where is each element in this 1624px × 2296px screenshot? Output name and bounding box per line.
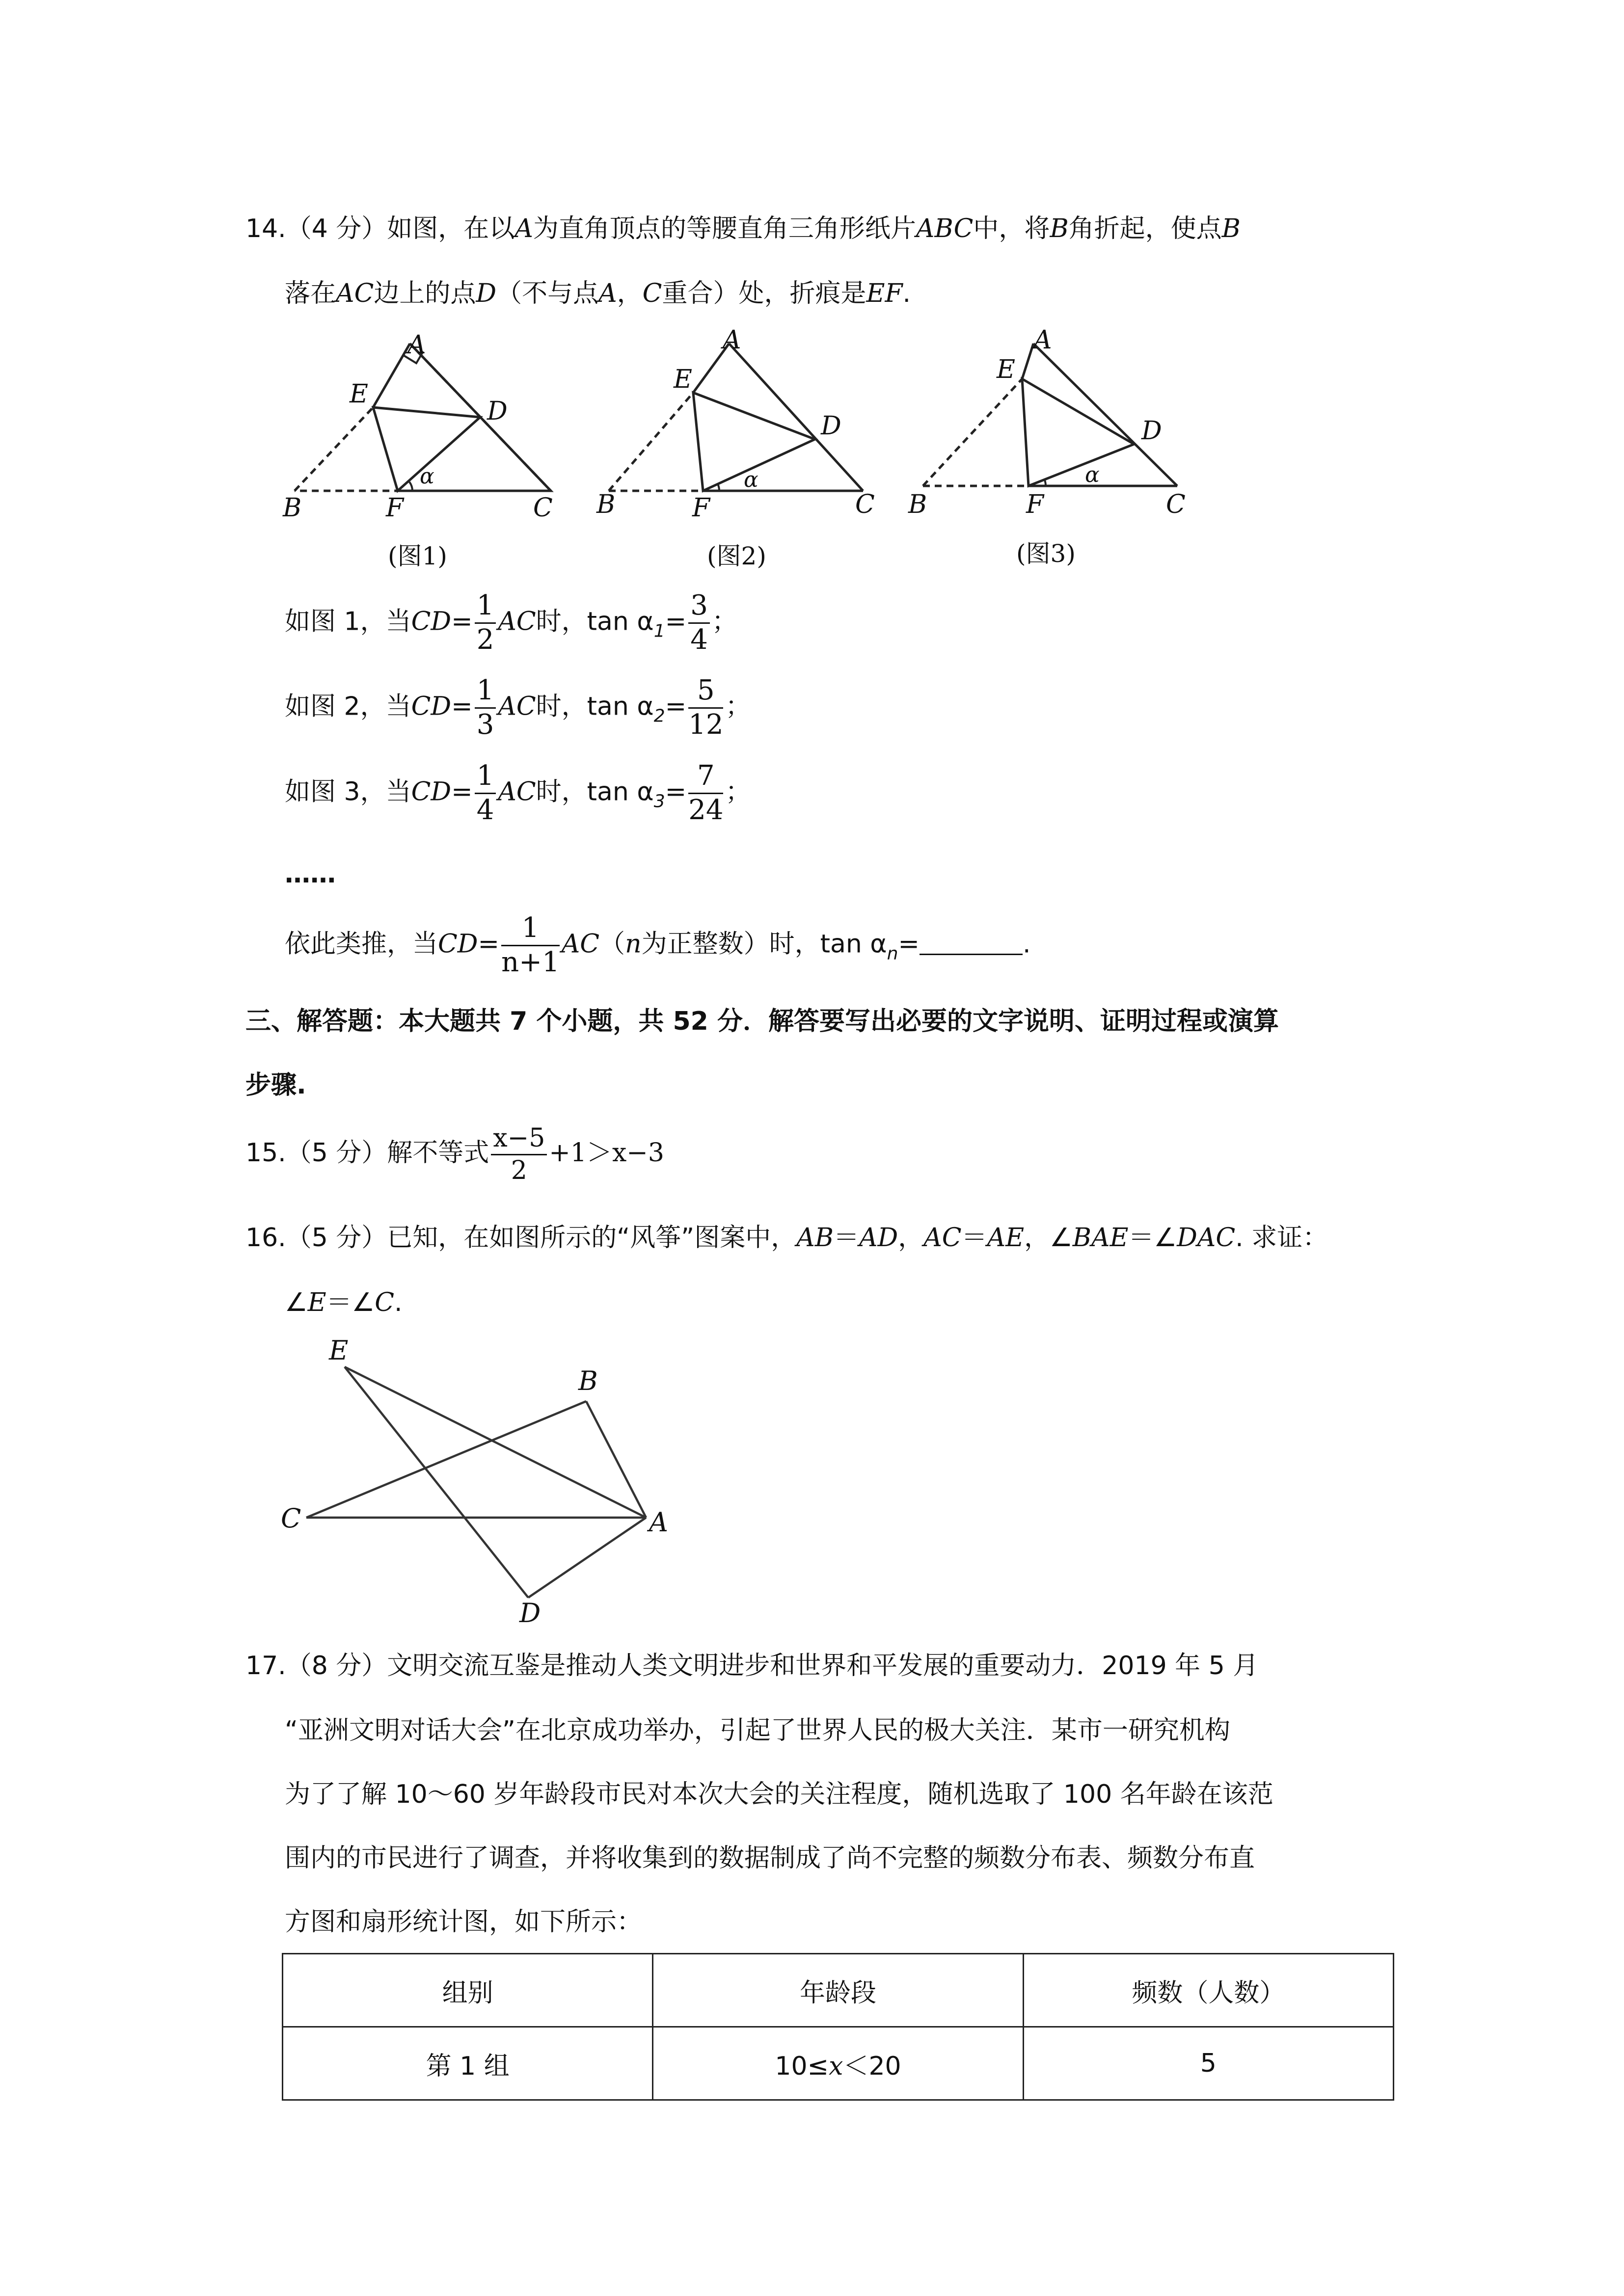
- fig1-label-e: E: [350, 379, 368, 409]
- fig2-label-f: F: [692, 493, 710, 523]
- fig3-ac-line: [1033, 344, 1177, 486]
- table-header-age: 年龄段: [653, 1954, 1023, 2027]
- q14-ellipsis: ……: [285, 859, 336, 889]
- fig1-label-d: D: [487, 397, 508, 426]
- table-cell-age: 10≤x＜20: [653, 2027, 1023, 2100]
- q16-kite-figure: [275, 1325, 677, 1629]
- q14-line2: 落在AC边上的点D（不与点A，C重合）处，折痕是EF.: [285, 279, 911, 308]
- fig3-label-c: C: [1166, 490, 1186, 519]
- q14-case-3: 如图 3，当CD= $\frac{1}{4}$ AC时，$\tan \alpha_3=$ $\frac{7}{24}$ ；: [285, 760, 751, 826]
- fig1-caption: (图1): [388, 542, 447, 570]
- kite-line-da: [528, 1518, 646, 1598]
- fraction: $\frac{x-5}{2}$: [491, 1125, 547, 1184]
- table-header-group: 组别: [283, 1954, 653, 2027]
- table-header-row: [283, 1954, 1394, 2027]
- kite-label-b: B: [578, 1365, 598, 1396]
- fig3-label-a: A: [1033, 325, 1052, 355]
- q14-case-1: 如图 1，当CD= $\frac{1}{2}$ AC时，$\tan \alpha_1=$ $\frac{3}{4}$ ；: [285, 589, 737, 656]
- fig3-label-f: F: [1026, 490, 1044, 519]
- fig2-caption: (图2): [707, 542, 766, 570]
- fig2-label-d: D: [821, 411, 841, 441]
- fig3-alpha-arc: [1045, 480, 1046, 486]
- table-header-count: 频数（人数）: [1023, 1954, 1393, 2027]
- fig3-label-d: D: [1141, 416, 1162, 446]
- fig3-label-e: E: [997, 355, 1015, 384]
- fraction: $\frac{1}{n+1}$: [501, 912, 560, 978]
- fig2-be-dashed: [609, 393, 693, 491]
- table-cell-count: 5: [1023, 2027, 1393, 2100]
- q15: 15.（5 分）解不等式 $\frac{x-5}{2}$ +1＞x−3: [245, 1123, 664, 1185]
- fig3-be-dashed: [923, 379, 1022, 486]
- fig3-edf-triangle: [1022, 379, 1134, 486]
- fig2-label-a: A: [723, 325, 741, 355]
- fig1-label-b: B: [283, 493, 302, 523]
- fraction: $\frac{1}{2}$: [475, 591, 496, 655]
- fig1-label-alpha: α: [420, 464, 434, 489]
- frequency-table: [282, 1953, 1394, 2101]
- fig3-caption: (图3): [1016, 539, 1076, 568]
- q16-line1: 16.（5 分）已知，在如图所示的“风筝”图案中，AB＝AD，AC＝AE，∠BAE＝∠DAC. 求证：: [245, 1223, 1328, 1253]
- fraction: $\frac{7}{24}$: [688, 760, 724, 826]
- q14-final: 依此类推，当CD= $\frac{1}{n+1}$ AC（n为正整数）时，$\tan \alpha_n=$ .: [285, 912, 1031, 978]
- table-row: [283, 2027, 1394, 2100]
- fig2-label-alpha: α: [744, 467, 758, 492]
- kite-label-a: A: [649, 1507, 668, 1538]
- fig1-label-c: C: [533, 493, 553, 523]
- fig1-ae-line: [373, 344, 410, 407]
- fig1-label-f: F: [386, 493, 404, 523]
- section3-heading-cont: 步骤.: [245, 1070, 306, 1100]
- fraction: $\frac{1}{4}$: [475, 762, 496, 825]
- q16-line2: ∠E＝∠C.: [285, 1288, 403, 1317]
- figure-3: [923, 344, 1177, 486]
- table-cell-group: 第 1 组: [283, 2027, 653, 2100]
- q17-line2: “亚洲文明对话大会”在北京成功举办，引起了世界人民的极大关注．某市一研究机构: [285, 1716, 1230, 1745]
- q17-line3: 为了了解 10～60 岁年龄段市民对本次大会的关注程度，随机选取了 100 名年龄在该范: [285, 1780, 1273, 1809]
- kite-line-ed: [345, 1367, 528, 1598]
- fraction: $\frac{1}{3}$: [475, 676, 496, 740]
- q17-line4: 围内的市民进行了调查，并将收集到的数据制成了尚不完整的频数分布表、频数分布直: [285, 1843, 1255, 1873]
- fig3-label-alpha: α: [1085, 462, 1100, 487]
- kite-label-e: E: [329, 1335, 349, 1366]
- kite-line-ba: [586, 1401, 646, 1518]
- fig2-label-b: B: [596, 490, 616, 519]
- kite-label-c: C: [281, 1503, 301, 1534]
- fig1-alpha-arc: [409, 482, 412, 491]
- fig1-label-a: A: [407, 330, 426, 360]
- answer-blank[interactable]: [920, 932, 1023, 955]
- fig2-label-e: E: [674, 365, 692, 394]
- q17-line1: 17.（8 分）文明交流互鉴是推动人类文明进步和世界和平发展的重要动力．2019 年 5 月: [245, 1651, 1259, 1681]
- q14-figures: [265, 319, 1218, 584]
- fraction: $\frac{3}{4}$: [688, 591, 710, 655]
- fig3-label-b: B: [908, 490, 927, 519]
- fig3-ae-line: [1022, 344, 1033, 379]
- fig2-label-c: C: [855, 490, 875, 519]
- fraction: $\frac{5}{12}$: [688, 674, 724, 741]
- section3-heading: 三、解答题：本大题共 7 个小题，共 52 分．解答要写出必要的文字说明、证明过程或演算: [245, 1007, 1279, 1036]
- q14-line1: 14.（4 分）如图，在以A为直角顶点的等腰直角三角形纸片ABC中，将B角折起，使点B: [245, 214, 1241, 243]
- kite-label-d: D: [519, 1598, 541, 1629]
- q14-case-2: 如图 2，当CD= $\frac{1}{3}$ AC时，$\tan \alpha_2=$ $\frac{5}{12}$ ；: [285, 674, 751, 741]
- fig1-be-dashed: [295, 407, 373, 491]
- kite-line-ea: [345, 1367, 646, 1518]
- q17-line5: 方图和扇形统计图，如下所示：: [285, 1907, 643, 1937]
